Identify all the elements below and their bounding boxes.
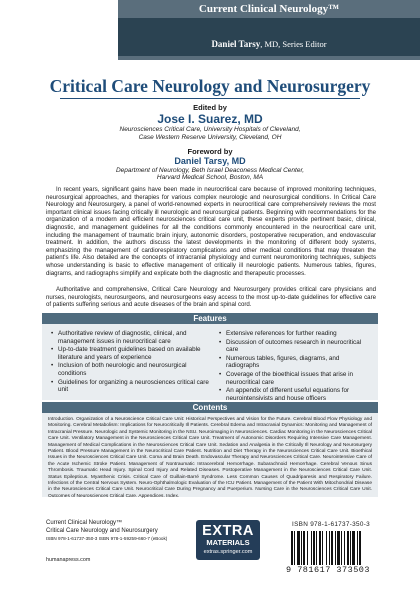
foreword-affiliation-1: Department of Neurology, Beth Israel Deaconess Medical Center,: [115, 167, 305, 174]
imprint-isbn: ISBN 978-1-61737-350-3 ISBN 978-1-59259-660-7 (eBook): [46, 536, 168, 542]
features-left-list: [50, 330, 210, 395]
feature-item: • Discussion of outcomes research in neurocritical care: [218, 339, 372, 354]
series-banner: [118, 0, 420, 60]
extras-url: extras.springer.com: [203, 549, 253, 555]
features-heading: Features: [42, 313, 378, 324]
barcode-isbn-label: ISBN 978-1-61737-350-3: [292, 521, 371, 528]
foreword-affiliation-2: Harvard Medical School, Boston, MA: [156, 174, 264, 181]
extra-materials-badge: [196, 520, 260, 560]
edited-by-label: Edited by: [193, 103, 227, 112]
imprint-title: Critical Care Neurology and Neurosurgery: [46, 527, 158, 534]
description-paragraph-2: Authoritative and comprehensive, Critical Care Neurology and Neurosurgery provides critical care physicians and nurses, neurologists, neurosurgeons, and neurosurgeons easy access to the most up-to-date guidelines for effective care of patients suffering serious and acute diseases of the brain and spinal cord.: [46, 286, 376, 309]
features-panel: [42, 324, 378, 400]
feature-item: • Inclusion of both neurologic and neurosurgical conditions: [50, 362, 210, 377]
series-title: Current Clinical Neurology™: [198, 3, 340, 15]
feature-item: • Authoritative review of diagnostic, clinical, and management issues in neurocritical care: [50, 330, 210, 345]
foreword-name: Daniel Tarsy, MD: [174, 156, 246, 166]
foreword-label: Foreword by: [187, 147, 233, 156]
feature-item: • Guidelines for organizing a neurosciences critical care unit: [50, 379, 210, 394]
barcode-number: 9 781617 373503: [286, 565, 371, 575]
title-rule: [60, 98, 360, 99]
description-paragraph-1: In recent years, significant gains have been made in neurocritical care because of improved monitoring techniques, neurosurgical approaches, and therapies for various complex neurologic and neurosurgical conditions. In Critical Care Neurology and Neurosurgery, a panel of world-renowned experts in neurocritical care comprehensively reviews the most important clinical issues facing critically ill neurologic and neurosurgical patients. Beginning with recommendations for the organization of a modern and efficient neurosciences critical care unit, these experts provide pertinent basic, clinical, diagnostic, and management guidelines for all the conditions commonly encountered in the neurocritical care unit, including the management of traumatic brain injury, autonomic disorders, postoperative recuperation, and endovascular treatment. In addition, the authors discuss the latest developments in the monitoring of different body systems, emphasizing the management of cardiorespiratory complications and other medical conditions that may threaten the patient's life. Also detailed are the concepts of intracranial physiology and current neuromonitoring techniques, subjects whose understanding is basic to effective management of critically ill neurologic patients. Numerous tables, figures, diagrams, and radiographs simplify and explicate both the diagnostic and therapeutic processes.: [46, 186, 376, 277]
series-editor-band: [118, 18, 420, 56]
editor-affiliation-2: Case Western Reserve University, Cleveland, OH: [138, 134, 282, 141]
contents-panel: [42, 413, 378, 497]
extra-word: EXTRA: [202, 523, 254, 539]
materials-word: MATERIALS: [206, 538, 250, 547]
barcode-icon: [290, 531, 386, 565]
series-editor: [118, 39, 420, 49]
imprint-block: [46, 520, 167, 543]
feature-item: • Up-to-date treatment guidelines based on available literature and years of experience: [50, 346, 210, 361]
editor-name: Jose I. Suarez, MD: [157, 112, 263, 126]
feature-item: • Coverage of the bioethical issues that arise in neurocritical care: [218, 371, 372, 386]
series-editor-name: Daniel Tarsy: [211, 39, 261, 49]
publisher-url: humanapress.com: [46, 557, 91, 563]
contents-text: Introduction. Organization of a Neuroscience Critical Care Unit: Historical Perspectives and Vision for the Future. Cerebral Blood Flow Physiology and Monitoring. Cerebral Metabolism: Implications for Neurocritically Ill Patients. Cerebral Edema and Intracranial Dynamics: Monitoring and Management of Intracranial Pressure. Neurologic and Systemic Monitoring in the NSU. Neuroimaging in Neurosciences. Cardiac Monitoring in the Neurosciences Critical Care Unit. Ventilatory Management in the Neurosciences Critical Care Unit. Treatment of Autonomic Disorders Requiring Intensive Care Management. Management of Medical Complications in the Neurosciences Critical Care Unit. Sedation and Analgesia in the Critically Ill Neurology and Neurosurgery Patient. Blood Pressure Management in the Neurocritical Care Patient. Nutrition and Diet Therapy in the Neurosciences Critical Care Unit. Bioethical Issues in the Neurosciences Critical Care Unit. Coma and Brain Death. Endovascular Therapy and Neurosciences Critical Care. Neurointensive Care of the Acute Ischemic Stroke Patient. Management of Nontraumatic Intracerebral Hemorrhage. Subarachnoid Hemorrhage. Cerebral Venous Sinus Thrombosis. Traumatic Head Injury. Spinal Cord Injury and Related Diseases. Postoperative Management in the Neurosciences Critical Care Unit. Status Epilepticus. Myasthenic Crisis. Critical Care of Guillain-Barré Syndrome. Less Common Causes of Quadriparesis and Respiratory Failure. Infections of the Central Nervous System. Neuro-Ophthalmologic Evaluation of the ICU Patient. Management of the Patient With Mitochondrial Disease in the Neurosciences Critical Care Unit. Neurocritical Care During Pregnancy and Puerperium. Nursing Care in the Neurosciences Critical Care Unit. Outcomes of Neurosciences Critical Care. Appendices. Index.: [48, 417, 372, 499]
feature-item: • Extensive references for further reading: [218, 330, 372, 338]
editor-affiliation-1: Neurosciences Critical Care, University Hospitals of Cleveland,: [119, 126, 301, 133]
feature-item: • Numerous tables, figures, diagrams, and radiographs: [218, 355, 372, 370]
imprint-series: Current Clinical Neurology™: [46, 520, 123, 526]
features-right-list: [218, 330, 372, 403]
book-title: Critical Care Neurology and Neurosurgery: [49, 76, 371, 96]
feature-item: • An appendix of different useful equations for neurointensivists and house officers: [218, 387, 372, 402]
contents-heading: Contents: [42, 402, 378, 413]
series-editor-suffix: , MD, Series Editor: [260, 39, 327, 49]
